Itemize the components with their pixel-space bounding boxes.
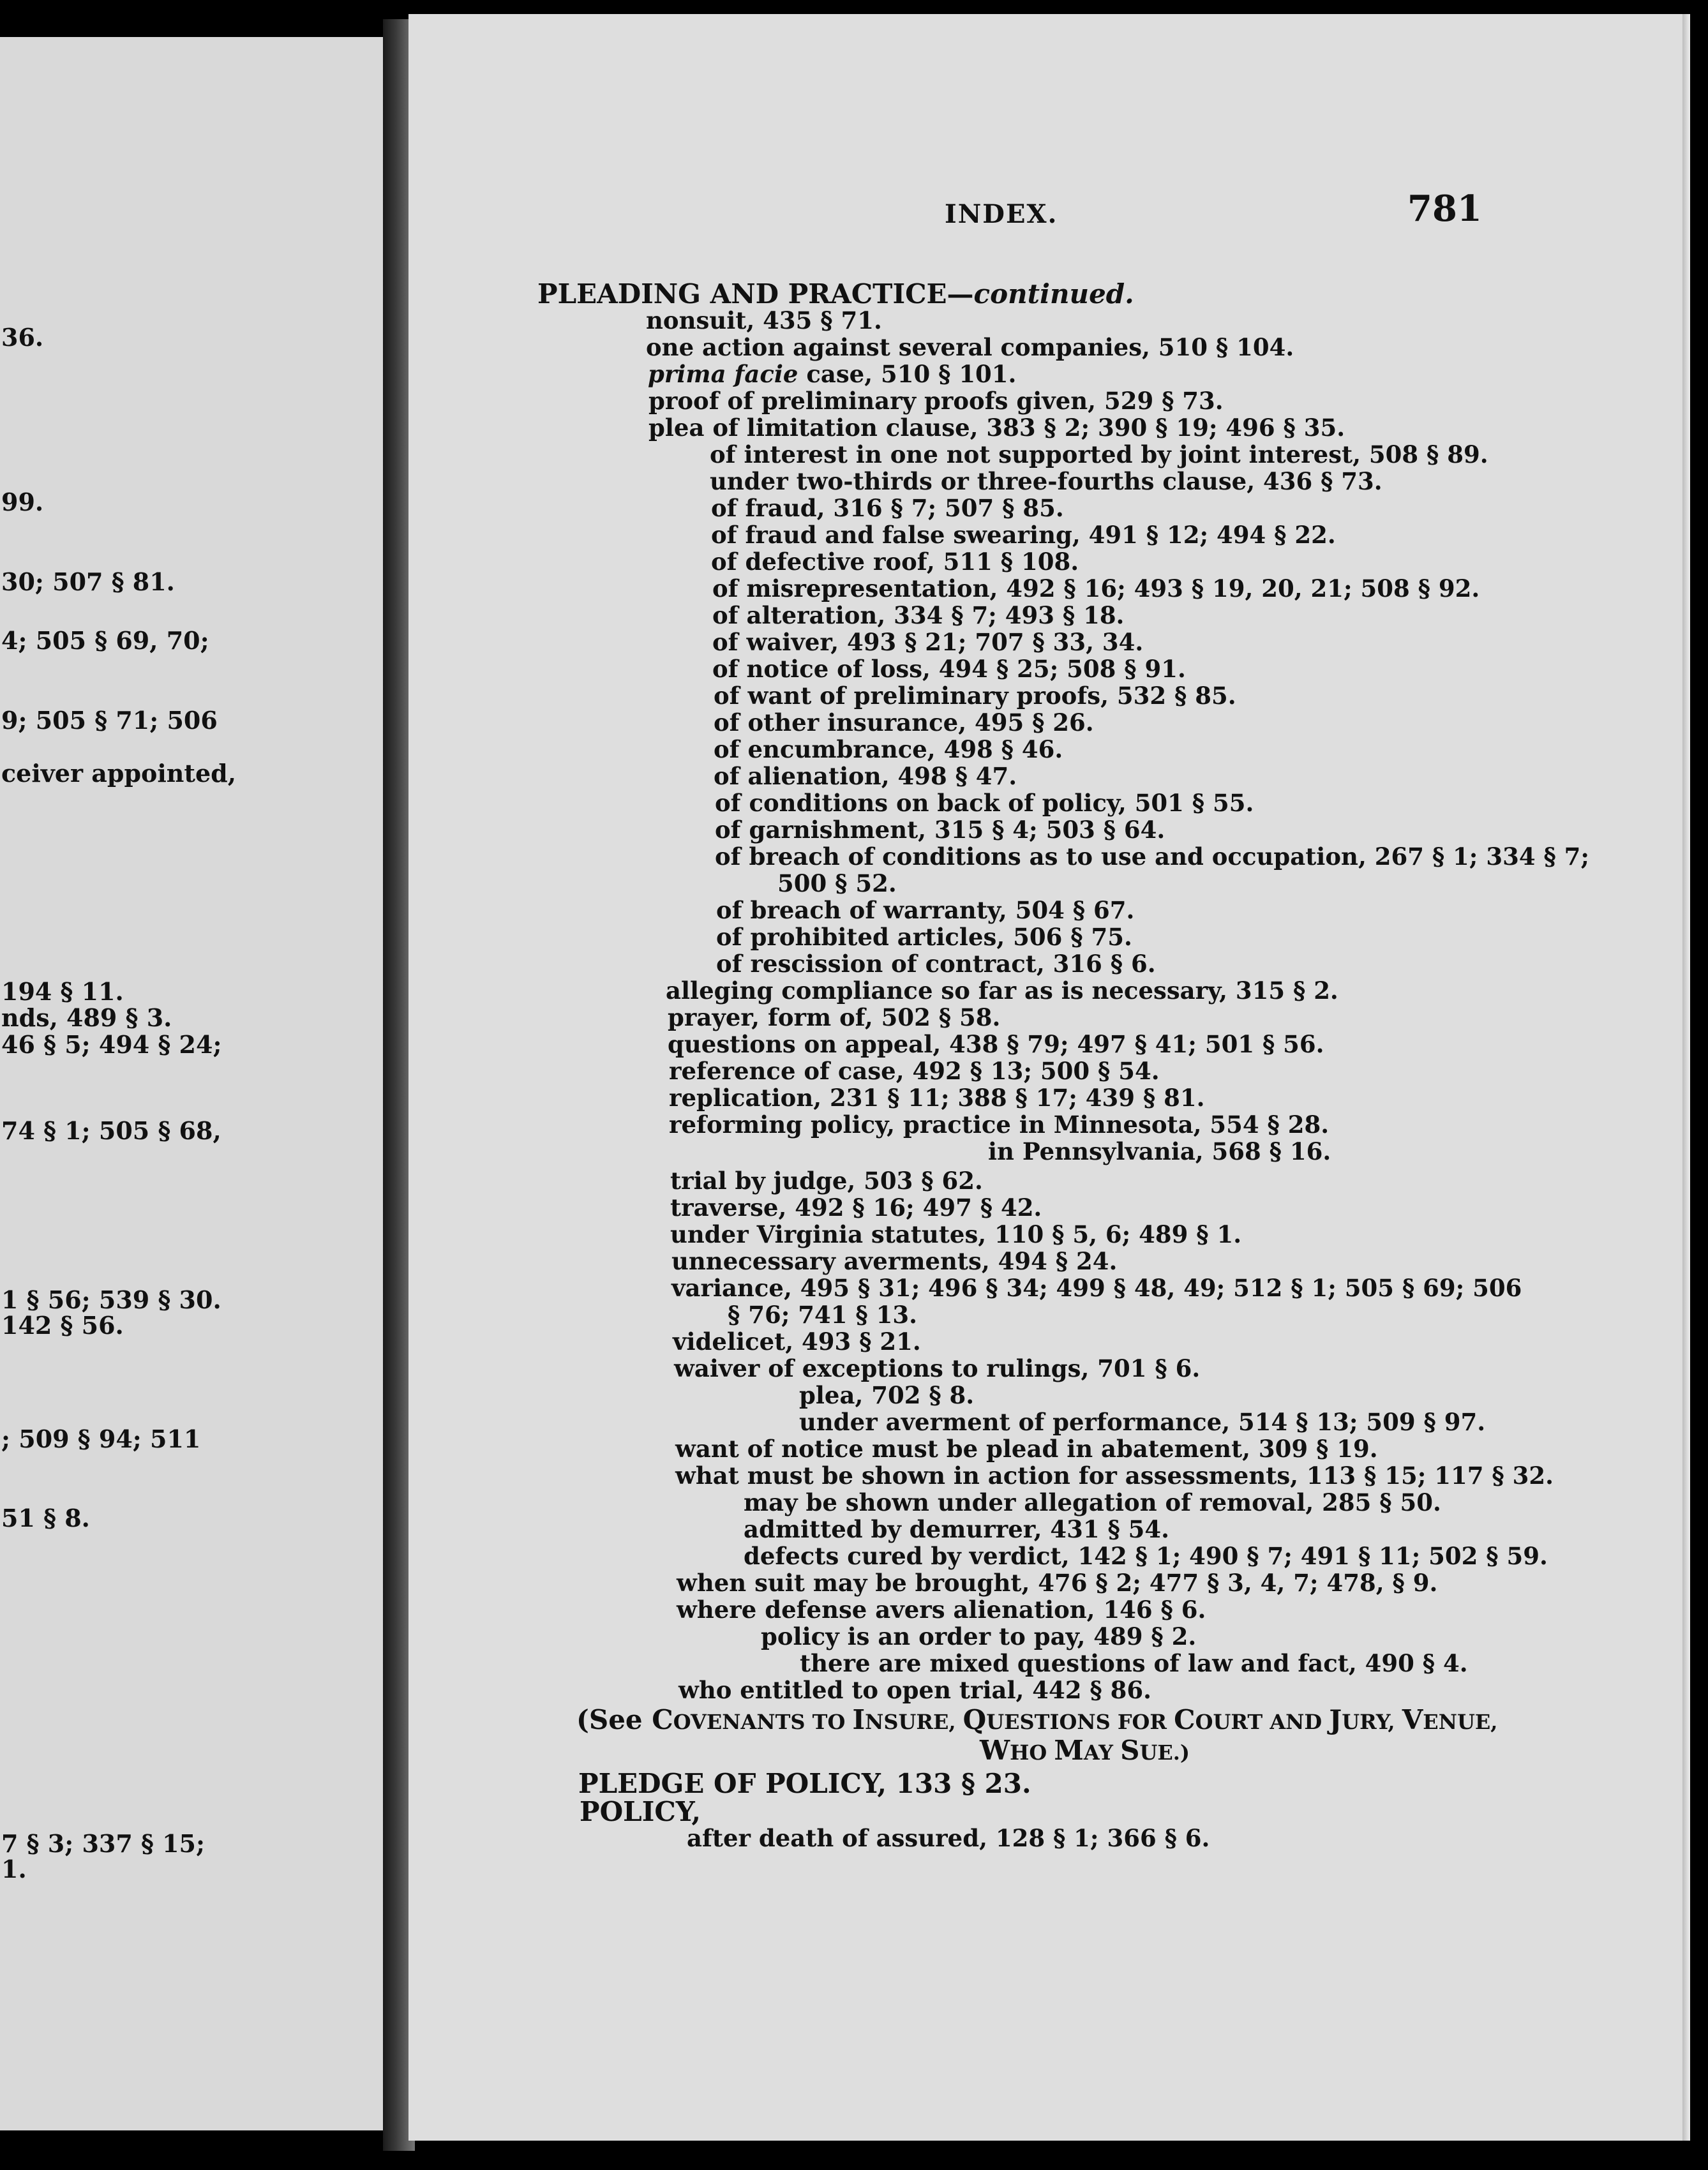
- index-entry: reforming policy, practice in Minnesota, 554 § 28.: [669, 1111, 1330, 1139]
- small-caps-initial: M: [1054, 1735, 1084, 1766]
- small-caps-text: ENUE,: [1423, 1710, 1498, 1734]
- small-caps-initial: S: [1120, 1735, 1140, 1766]
- index-subentry: may be shown under allegation of removal, 285 § 50.: [744, 1488, 1441, 1516]
- small-caps-text: OVENANTS TO: [673, 1710, 853, 1734]
- left-page-fragment: 51 § 8.: [1, 1504, 90, 1532]
- running-head: INDEX.: [945, 199, 1058, 229]
- previous-page: [0, 37, 388, 2130]
- index-subentry: of conditions on back of policy, 501 § 55.: [715, 789, 1254, 817]
- index-subentry: defects cured by verdict, 142 § 1; 490 § 7; 491 § 11; 502 § 59.: [744, 1542, 1548, 1570]
- small-caps-text: UE.): [1139, 1740, 1190, 1765]
- index-subentry: under two-thirds or three-fourths clause, 436 § 73.: [710, 467, 1382, 495]
- left-page-fragment: 7 § 3; 337 § 15;: [1, 1829, 206, 1858]
- index-entry: waiver of exceptions to rulings, 701 § 6.: [674, 1354, 1201, 1382]
- heading-continued: continued.: [973, 278, 1134, 310]
- small-caps-text: NSURE,: [865, 1710, 963, 1734]
- index-entry: proof of preliminary proofs given, 529 § 73.: [648, 387, 1224, 415]
- index-entry: videlicet, 493 § 21.: [673, 1328, 921, 1356]
- index-heading-pledge: PLEDGE OF POLICY, 133 § 23.: [578, 1768, 1031, 1799]
- index-entry: who entitled to open trial, 442 § 86.: [678, 1676, 1152, 1704]
- index-subentry: of interest in one not supported by joint interest, 508 § 89.: [710, 440, 1488, 468]
- index-entry-continued: § 76; 741 § 13.: [728, 1301, 917, 1329]
- left-page-fragment: 74 § 1; 505 § 68,: [1, 1116, 221, 1145]
- index-subentry: of breach of conditions as to use and occupation, 267 § 1; 334 § 7;: [715, 842, 1590, 871]
- index-subentry: of other insurance, 495 § 26.: [714, 708, 1094, 737]
- index-entry: alleging compliance so far as is necessary, 315 § 2.: [666, 976, 1338, 1005]
- small-caps-text: URY,: [1342, 1710, 1402, 1734]
- index-subentry: of fraud and false swearing, 491 § 12; 494 § 22.: [711, 521, 1336, 549]
- index-subentry: of misrepresentation, 492 § 16; 493 § 19, 20, 21; 508 § 92.: [712, 574, 1480, 602]
- left-page-fragment: nds, 489 § 3.: [1, 1003, 172, 1032]
- index-entry: want of notice must be plead in abatement, 309 § 19.: [675, 1435, 1378, 1463]
- small-caps-text: UESTIONS FOR: [986, 1710, 1174, 1734]
- index-entry: plea of limitation clause, 383 § 2; 390 § 19; 496 § 35.: [648, 414, 1345, 442]
- left-page-fragment: ceiver appointed,: [1, 759, 236, 788]
- left-page-fragment: 9; 505 § 71; 506: [1, 706, 218, 735]
- index-subentry: of rescission of contract, 316 § 6.: [716, 950, 1156, 978]
- index-subentry: there are mixed questions of law and fact, 490 § 4.: [800, 1649, 1468, 1677]
- see-also-reference-continued: [980, 1737, 1190, 1764]
- index-subentry: policy is an order to pay, 489 § 2.: [761, 1622, 1197, 1650]
- index-entry: one action against several companies, 510 § 104.: [646, 333, 1294, 361]
- small-caps-initial: Q: [963, 1704, 987, 1735]
- small-caps-initial: W: [980, 1735, 1010, 1766]
- see-also-open: (See: [576, 1704, 652, 1735]
- page-number: 781: [1407, 188, 1482, 230]
- left-page-fragment: 99.: [1, 488, 44, 516]
- index-entry: questions on appeal, 438 § 79; 497 § 41; 501 § 56.: [668, 1030, 1324, 1058]
- index-entry: where defense avers alienation, 146 § 6.: [677, 1596, 1206, 1624]
- small-caps-initial: V: [1402, 1704, 1423, 1735]
- index-entry: variance, 495 § 31; 496 § 34; 499 § 48, 49; 512 § 1; 505 § 69; 506: [671, 1274, 1522, 1302]
- left-page-fragment: 4; 505 § 69, 70;: [1, 626, 209, 655]
- small-caps-initial: C: [1174, 1704, 1195, 1735]
- entry-text: case, 510 § 101.: [798, 360, 1017, 388]
- index-subentry: in Pennsylvania, 568 § 16.: [988, 1137, 1331, 1165]
- index-entry: reference of case, 492 § 13; 500 § 54.: [669, 1057, 1160, 1085]
- index-subentry: under averment of performance, 514 § 13; 509 § 97.: [799, 1408, 1486, 1436]
- index-entry: [648, 360, 1017, 388]
- index-entry: when suit may be brought, 476 § 2; 477 § 3, 4, 7; 478, § 9.: [677, 1569, 1438, 1597]
- index-entry: replication, 231 § 11; 388 § 17; 439 § 81.: [669, 1084, 1205, 1112]
- index-subentry: of waiver, 493 § 21; 707 § 33, 34.: [712, 628, 1144, 656]
- left-page-fragment: ; 509 § 94; 511: [1, 1425, 201, 1453]
- left-page-fragment: 1.: [1, 1855, 27, 1883]
- left-page-fragment: 30; 507 § 81.: [1, 567, 175, 596]
- page-edge: [1682, 14, 1690, 2141]
- index-entry: prayer, form of, 502 § 58.: [668, 1003, 1001, 1031]
- heading-main: PLEADING AND PRACTICE—: [537, 278, 974, 310]
- left-page-fragment: 46 § 5; 494 § 24;: [1, 1030, 222, 1059]
- see-also-reference: [576, 1704, 1498, 1735]
- small-caps-text: OURT AND: [1195, 1710, 1330, 1734]
- italic-term: prima facie: [648, 360, 798, 388]
- index-heading-policy: POLICY,: [580, 1796, 701, 1827]
- index-subentry: of want of preliminary proofs, 532 § 85.: [714, 682, 1236, 710]
- small-caps-initial: I: [852, 1704, 865, 1735]
- index-heading: [537, 278, 1134, 310]
- index-entry: nonsuit, 435 § 71.: [646, 306, 882, 334]
- index-subentry: admitted by demurrer, 431 § 54.: [744, 1515, 1170, 1543]
- index-subentry: of garnishment, 315 § 4; 503 § 64.: [715, 816, 1165, 844]
- small-caps-text: HO: [1010, 1740, 1054, 1765]
- index-subentry: of alienation, 498 § 47.: [714, 762, 1017, 790]
- index-entry: trial by judge, 503 § 62.: [670, 1167, 983, 1195]
- index-subentry: plea, 702 § 8.: [799, 1381, 975, 1409]
- index-subentry: of fraud, 316 § 7; 507 § 85.: [711, 494, 1064, 522]
- small-caps-initial: J: [1329, 1704, 1342, 1735]
- index-subentry: of encumbrance, 498 § 46.: [714, 735, 1063, 763]
- index-entry: under Virginia statutes, 110 § 5, 6; 489 § 1.: [670, 1220, 1242, 1248]
- index-subentry-continued: 500 § 52.: [777, 869, 897, 897]
- index-subentry: of alteration, 334 § 7; 493 § 18.: [712, 601, 1125, 629]
- left-page-fragment: 36.: [1, 323, 44, 352]
- index-subentry: of breach of warranty, 504 § 67.: [716, 896, 1135, 924]
- index-entry: what must be shown in action for assessments, 113 § 15; 117 § 32.: [675, 1462, 1554, 1490]
- index-entry: after death of assured, 128 § 1; 366 § 6.: [687, 1824, 1210, 1852]
- index-entry: traverse, 492 § 16; 497 § 42.: [670, 1194, 1042, 1222]
- index-subentry: of notice of loss, 494 § 25; 508 § 91.: [712, 655, 1186, 683]
- left-page-fragment: 142 § 56.: [1, 1311, 124, 1340]
- index-page: [408, 14, 1690, 2141]
- index-entry: unnecessary averments, 494 § 24.: [671, 1247, 1118, 1275]
- left-page-fragment: 194 § 11.: [1, 977, 124, 1006]
- index-subentry: of defective roof, 511 § 108.: [711, 548, 1079, 576]
- index-subentry: of prohibited articles, 506 § 75.: [716, 923, 1132, 951]
- small-caps-text: AY: [1083, 1740, 1121, 1765]
- small-caps-initial: C: [652, 1704, 673, 1735]
- left-page-fragment: 1 § 56; 539 § 30.: [1, 1285, 221, 1314]
